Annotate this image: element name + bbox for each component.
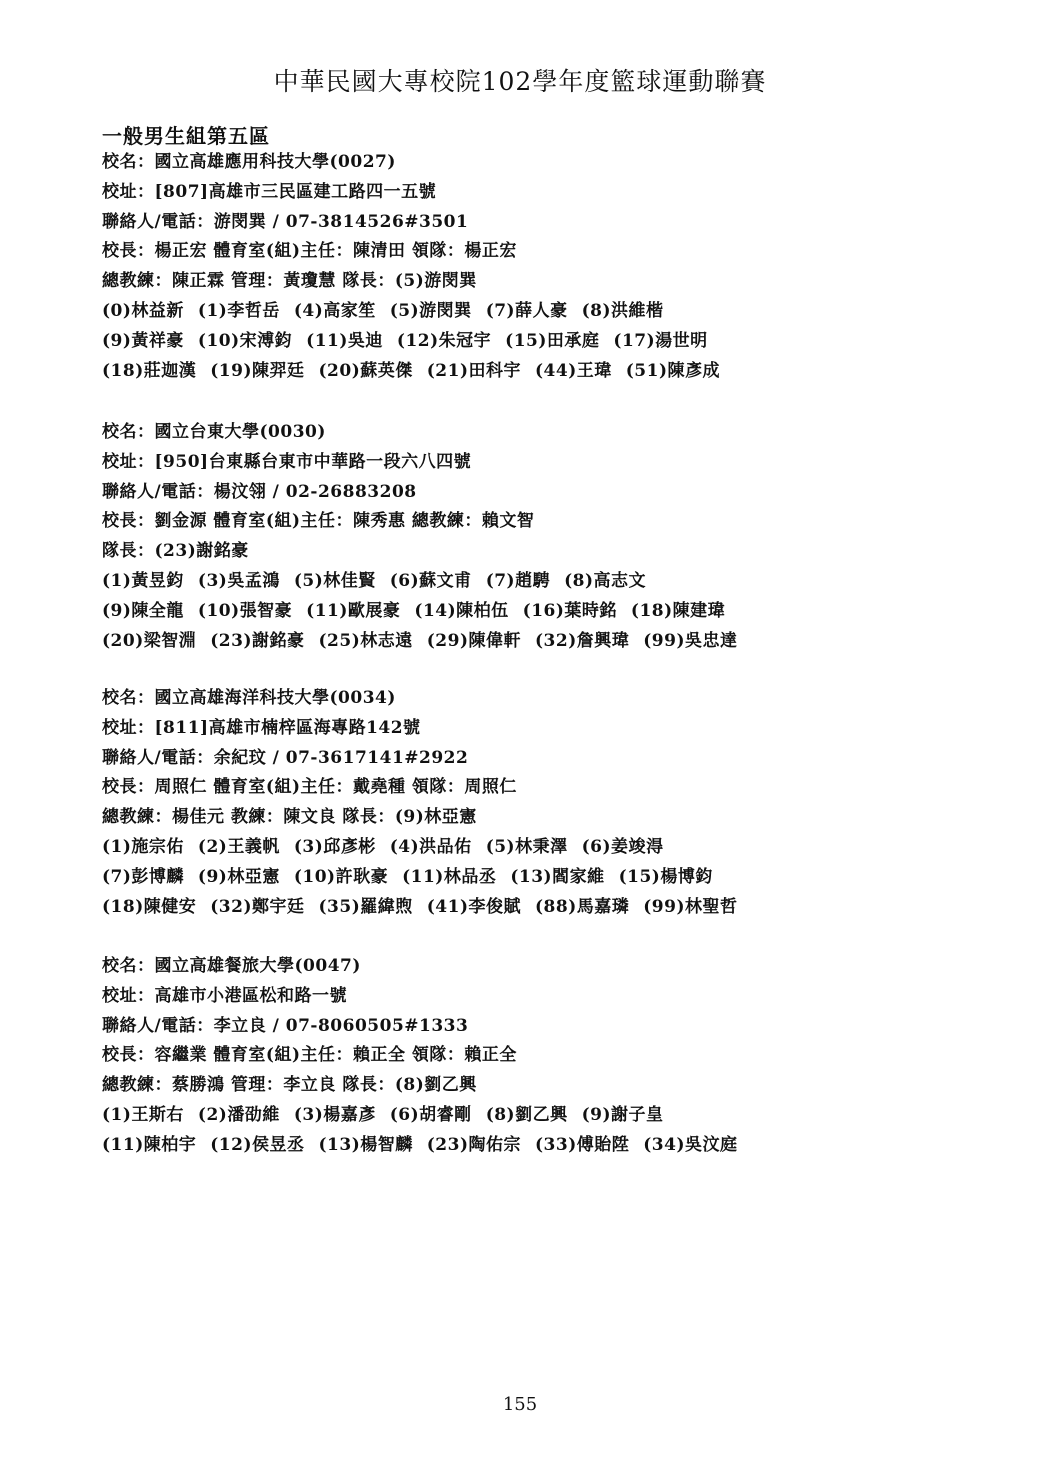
- player-entry: (8)洪維楷: [581, 300, 664, 321]
- player-entry: (3)邱彥彬: [293, 836, 376, 857]
- player-entry: (88)馬嘉璘: [535, 896, 630, 917]
- player-entry: (29)陳偉軒: [426, 630, 521, 651]
- roster-row: [102, 1101, 1002, 1131]
- player-entry: (32)鄭宇廷: [210, 896, 305, 917]
- player-entry: (1)施宗佑: [102, 836, 184, 857]
- player-entry: (99)林聖哲: [643, 896, 738, 917]
- roster-row: [102, 297, 1002, 327]
- player-entry: (16)葉時銘: [522, 600, 617, 621]
- page-title: 中華民國大專校院102學年度籃球運動聯賽: [273, 67, 767, 96]
- player-entry: (18)陳建瑋: [630, 600, 726, 621]
- player-entry: (32)詹興瑋: [535, 630, 630, 651]
- roster-row: [102, 863, 1002, 893]
- staff-line: 校長：劉金源 體育室(組)主任：陳秀惠 總教練：賴文智: [102, 511, 535, 532]
- player-entry: (44)王瑋: [535, 360, 612, 381]
- player-entry: (11)吳迪: [306, 330, 383, 351]
- player-entry: (3)楊嘉彥: [293, 1104, 376, 1125]
- player-entry: (99)吳忠達: [643, 630, 738, 651]
- player-entry: (34)吳汶庭: [643, 1134, 738, 1155]
- school-contact: 聯絡人/電話：余紀玟 / 07-3617141#2922: [102, 747, 469, 768]
- staff-line: 校長：容繼業 體育室(組)主任：賴正全 領隊：賴正全: [102, 1045, 517, 1066]
- player-entry: (9)林亞憲: [197, 866, 280, 887]
- player-entry: (23)謝銘豪: [210, 630, 305, 651]
- player-entry: (19)陳羿廷: [210, 360, 305, 381]
- school-name: 校名：國立高雄應用科技大學(0027): [102, 152, 396, 172]
- player-entry: (2)王義帆: [197, 836, 280, 857]
- player-entry: (7)彭博麟: [102, 866, 184, 887]
- roster-row: [102, 327, 1002, 357]
- school-contact: 聯絡人/電話：楊汶翎 / 02-26883208: [102, 481, 417, 502]
- roster-row: [102, 357, 1002, 387]
- roster-row: [102, 1131, 1002, 1161]
- player-entry: (8)高志文: [564, 570, 647, 591]
- player-entry: (21)田科宇: [426, 360, 521, 381]
- school-block: [102, 148, 1002, 386]
- player-entry: (6)胡睿剛: [389, 1104, 472, 1125]
- staff-line: 校長：周照仁 體育室(組)主任：戴堯種 領隊：周照仁: [102, 777, 517, 798]
- player-entry: (7)薛人豪: [485, 300, 568, 321]
- page-number: 155: [502, 1394, 538, 1415]
- player-entry: (51)陳彥成: [625, 360, 720, 381]
- school-address: 校址：[811]高雄市楠梓區海專路142號: [102, 717, 421, 738]
- school-contact: 聯絡人/電話：游閔巽 / 07-3814526#3501: [102, 211, 469, 232]
- player-entry: (6)蘇文甫: [389, 570, 472, 591]
- player-entry: (2)潘劭維: [197, 1104, 280, 1125]
- player-entry: (4)高家笙: [293, 300, 376, 321]
- player-entry: (5)游閔巽: [389, 300, 472, 321]
- player-entry: (3)吳孟鴻: [197, 570, 280, 591]
- player-entry: (10)張智豪: [197, 600, 293, 621]
- player-entry: (10)宋溥鈞: [197, 330, 293, 351]
- player-entry: (1)王斯右: [102, 1104, 184, 1125]
- player-entry: (33)傅貽陞: [535, 1134, 630, 1155]
- player-entry: (20)蘇英傑: [318, 360, 413, 381]
- school-contact: 聯絡人/電話：李立良 / 07-8060505#1333: [102, 1015, 469, 1036]
- player-entry: (1)黃昱鈞: [102, 570, 184, 591]
- player-entry: (1)李哲岳: [197, 300, 280, 321]
- staff-line: 總教練：蔡勝鴻 管理：李立良 隊長：(8)劉乙興: [102, 1075, 477, 1096]
- player-entry: (20)梁智淵: [102, 630, 197, 651]
- school-block: [102, 952, 1002, 1161]
- player-entry: (18)陳健安: [102, 896, 197, 917]
- player-entry: (25)林志遠: [318, 630, 413, 651]
- roster-row: [102, 627, 1002, 657]
- section-heading: 一般男生組第五區: [102, 124, 270, 148]
- player-entry: (4)洪品佑: [389, 836, 472, 857]
- player-entry: (9)黃祥豪: [102, 330, 184, 351]
- player-entry: (41)李俊賦: [426, 896, 521, 917]
- player-entry: (0)林益新: [102, 300, 184, 321]
- staff-line: 校長：楊正宏 體育室(組)主任：陳清田 領隊：楊正宏: [102, 241, 517, 262]
- player-entry: (15)楊博鈞: [618, 866, 713, 887]
- school-address: 校址：[950]台東縣台東市中華路一段六八四號: [102, 451, 472, 472]
- player-entry: (23)陶佑宗: [426, 1134, 521, 1155]
- staff-line: 總教練：楊佳元 教練：陳文良 隊長：(9)林亞憲: [102, 807, 477, 828]
- school-name: 校名：國立高雄餐旅大學(0047): [102, 956, 361, 976]
- player-entry: (13)楊智麟: [318, 1134, 413, 1155]
- player-entry: (14)陳柏伍: [414, 600, 509, 621]
- player-entry: (10)許耿豪: [293, 866, 389, 887]
- player-entry: (11)陳柏宇: [102, 1134, 197, 1155]
- roster-row: [102, 597, 1002, 627]
- school-address: 校址：[807]高雄市三民區建工路四一五號: [102, 181, 437, 202]
- player-entry: (5)林秉澤: [485, 836, 568, 857]
- roster-row: [102, 567, 1002, 597]
- player-entry: (13)閻家維: [510, 866, 605, 887]
- school-name: 校名：國立台東大學(0030): [102, 422, 326, 442]
- player-entry: (35)羅緯煦: [318, 896, 413, 917]
- player-entry: (9)謝子皇: [581, 1104, 664, 1125]
- staff-line: 總教練：陳正霖 管理：黃瓊慧 隊長：(5)游閔巽: [102, 271, 477, 292]
- school-address: 校址：高雄市小港區松和路一號: [102, 985, 347, 1006]
- player-entry: (8)劉乙興: [485, 1104, 568, 1125]
- player-entry: (11)林品丞: [402, 866, 497, 887]
- player-entry: (11)歐展豪: [306, 600, 401, 621]
- school-block: [102, 684, 1002, 922]
- player-entry: (12)侯昱丞: [210, 1134, 305, 1155]
- school-block: [102, 418, 1002, 656]
- player-entry: (12)朱冠宇: [396, 330, 492, 351]
- roster-row: [102, 893, 1002, 923]
- player-entry: (6)姜竣淂: [581, 836, 664, 857]
- player-entry: (9)陳全龍: [102, 600, 184, 621]
- staff-line: 隊長：(23)謝銘豪: [102, 541, 249, 562]
- player-entry: (5)林佳賢: [293, 570, 376, 591]
- player-entry: (15)田承庭: [505, 330, 600, 351]
- roster-row: [102, 833, 1002, 863]
- player-entry: (18)莊迦漢: [102, 360, 197, 381]
- player-entry: (7)趙騁: [485, 570, 551, 591]
- player-entry: (17)湯世明: [613, 330, 708, 351]
- school-name: 校名：國立高雄海洋科技大學(0034): [102, 688, 396, 708]
